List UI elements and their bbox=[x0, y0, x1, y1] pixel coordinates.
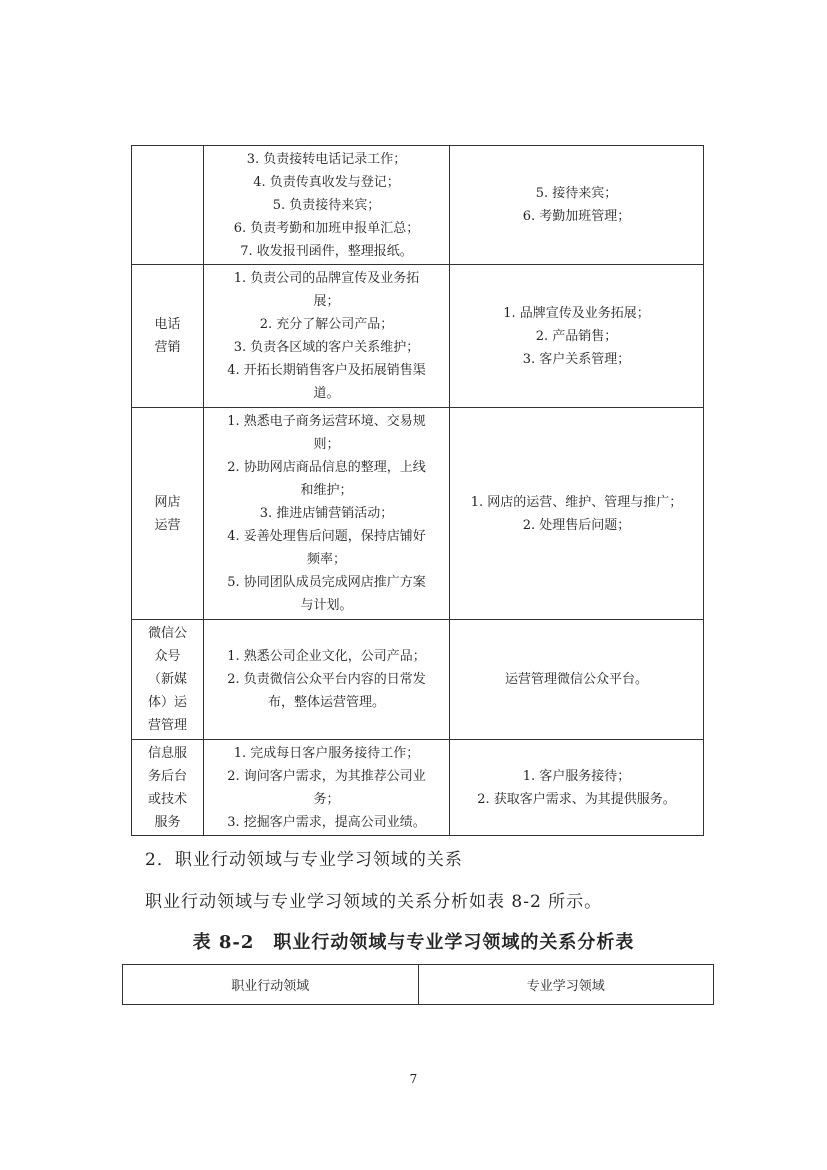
role-cell bbox=[132, 146, 204, 265]
cell-line: 众号 bbox=[154, 649, 181, 664]
cell-line: 5. 接待来宾； bbox=[535, 186, 618, 201]
cell-line: 3. 负责各区域的客户关系维护； bbox=[233, 340, 420, 355]
cell-line: 4. 妥善处理售后问题，保持店铺好 bbox=[227, 529, 426, 544]
cell-line: 务后台 bbox=[147, 768, 187, 784]
cell-line: 4. 开拓长期销售客户及拓展销售渠 bbox=[227, 363, 426, 378]
duties-cell bbox=[204, 265, 450, 408]
cell-line: 1. 负责公司的品牌宣传及业务拓 bbox=[233, 271, 420, 286]
cell-line: 1. 客户服务接待； bbox=[522, 768, 631, 784]
cell-line: 2. 产品销售； bbox=[535, 328, 618, 344]
cell-line: 5. 负责接待来宾； bbox=[272, 197, 381, 213]
page-number: 7 bbox=[409, 1072, 418, 1086]
header-cell: 职业行动领域 bbox=[123, 965, 419, 1005]
cell-line: 2. 充分了解公司产品； bbox=[259, 317, 394, 332]
role-cell bbox=[132, 265, 204, 408]
table-row bbox=[132, 740, 704, 836]
cell-line: 1. 完成每日客户服务接待工作； bbox=[233, 745, 420, 761]
cell-line: 服务 bbox=[154, 814, 181, 830]
cell-line: 和维护； bbox=[300, 483, 353, 498]
cell-line: 2. 负责微信公众平台内容的日常发 bbox=[227, 672, 426, 687]
duties-cell bbox=[204, 620, 450, 740]
cell-line: 营管理 bbox=[147, 718, 187, 733]
cell-line: 电话 bbox=[154, 317, 181, 332]
duties-cell bbox=[204, 740, 450, 836]
cell-line: 6. 考勤加班管理； bbox=[522, 209, 631, 224]
cell-line: 6. 负责考勤和加班申报单汇总； bbox=[233, 220, 420, 236]
table-row bbox=[132, 265, 704, 408]
cell-line: 2. 获取客户需求、为其提供服务。 bbox=[477, 791, 676, 807]
cell-line: 展； bbox=[313, 294, 340, 309]
role-cell bbox=[132, 620, 204, 740]
cell-line: 频率； bbox=[306, 552, 346, 567]
cell-line: 1. 网店的运营、维护、管理与推广； bbox=[470, 494, 683, 510]
table-row bbox=[132, 146, 704, 265]
tasks-cell bbox=[450, 408, 704, 620]
relation-table bbox=[122, 964, 714, 1005]
cell-line: 2. 协助网店商品信息的整理，上线 bbox=[227, 460, 426, 475]
paragraph: 职业行动领域与专业学习领域的关系分析如表 8-2 所示。 bbox=[145, 892, 603, 912]
cell-line: 2. 处理售后问题； bbox=[522, 517, 631, 533]
cell-line: 道。 bbox=[313, 386, 340, 401]
cell-line: 体）运 bbox=[147, 695, 187, 710]
cell-line: 3. 挖掘客户需求，提高公司业绩。 bbox=[227, 814, 426, 830]
tasks-cell bbox=[450, 620, 704, 740]
job-duties-table bbox=[131, 145, 704, 836]
cell-line: 2. 询问客户需求，为其推荐公司业 bbox=[227, 768, 426, 784]
tasks-cell bbox=[450, 265, 704, 408]
duties-cell bbox=[204, 408, 450, 620]
cell-line: 4. 负责传真收发与登记； bbox=[253, 174, 400, 190]
cell-line: 1. 熟悉电子商务运营环境、交易规 bbox=[227, 414, 426, 429]
cell-line: 1. 熟悉公司企业文化，公司产品； bbox=[227, 649, 426, 664]
table-caption: 表 8-2 职业行动领域与专业学习领域的关系分析表 bbox=[192, 932, 635, 953]
cell-line: 与计划。 bbox=[300, 598, 353, 613]
cell-line: 运营 bbox=[154, 517, 181, 533]
cell-line: 布，整体运营管理。 bbox=[267, 695, 385, 710]
duties-cell bbox=[204, 146, 450, 265]
role-cell bbox=[132, 408, 204, 620]
cell-line: 运营管理微信公众平台。 bbox=[504, 672, 648, 687]
table-header-row bbox=[123, 965, 714, 1005]
cell-line: 信息服 bbox=[147, 745, 187, 761]
cell-line: 5. 协同团队成员完成网店推广方案 bbox=[227, 575, 426, 590]
cell-line: 则； bbox=[313, 437, 340, 452]
cell-line: 务； bbox=[313, 791, 340, 807]
cell-line: 1. 品牌宣传及业务拓展； bbox=[503, 305, 650, 321]
cell-line: （新媒 bbox=[147, 672, 187, 687]
tasks-cell bbox=[450, 146, 704, 265]
cell-line: 或技术 bbox=[147, 791, 187, 807]
table-row bbox=[132, 408, 704, 620]
cell-line: 3. 推进店铺营销活动； bbox=[259, 506, 394, 521]
role-cell bbox=[132, 740, 204, 836]
cell-line: 3. 负责接转电话记录工作； bbox=[246, 151, 407, 167]
cell-line: 网店 bbox=[154, 494, 181, 510]
cell-line: 3. 客户关系管理； bbox=[522, 351, 631, 367]
tasks-cell bbox=[450, 740, 704, 836]
cell-line: 营销 bbox=[154, 340, 181, 355]
cell-line: 7. 收发报刊函件，整理报纸。 bbox=[240, 243, 413, 259]
header-cell: 专业学习领域 bbox=[418, 965, 714, 1005]
cell-line: 微信公 bbox=[147, 626, 187, 641]
section-heading: 2．职业行动领域与专业学习领域的关系 bbox=[145, 850, 463, 870]
table-row bbox=[132, 620, 704, 740]
